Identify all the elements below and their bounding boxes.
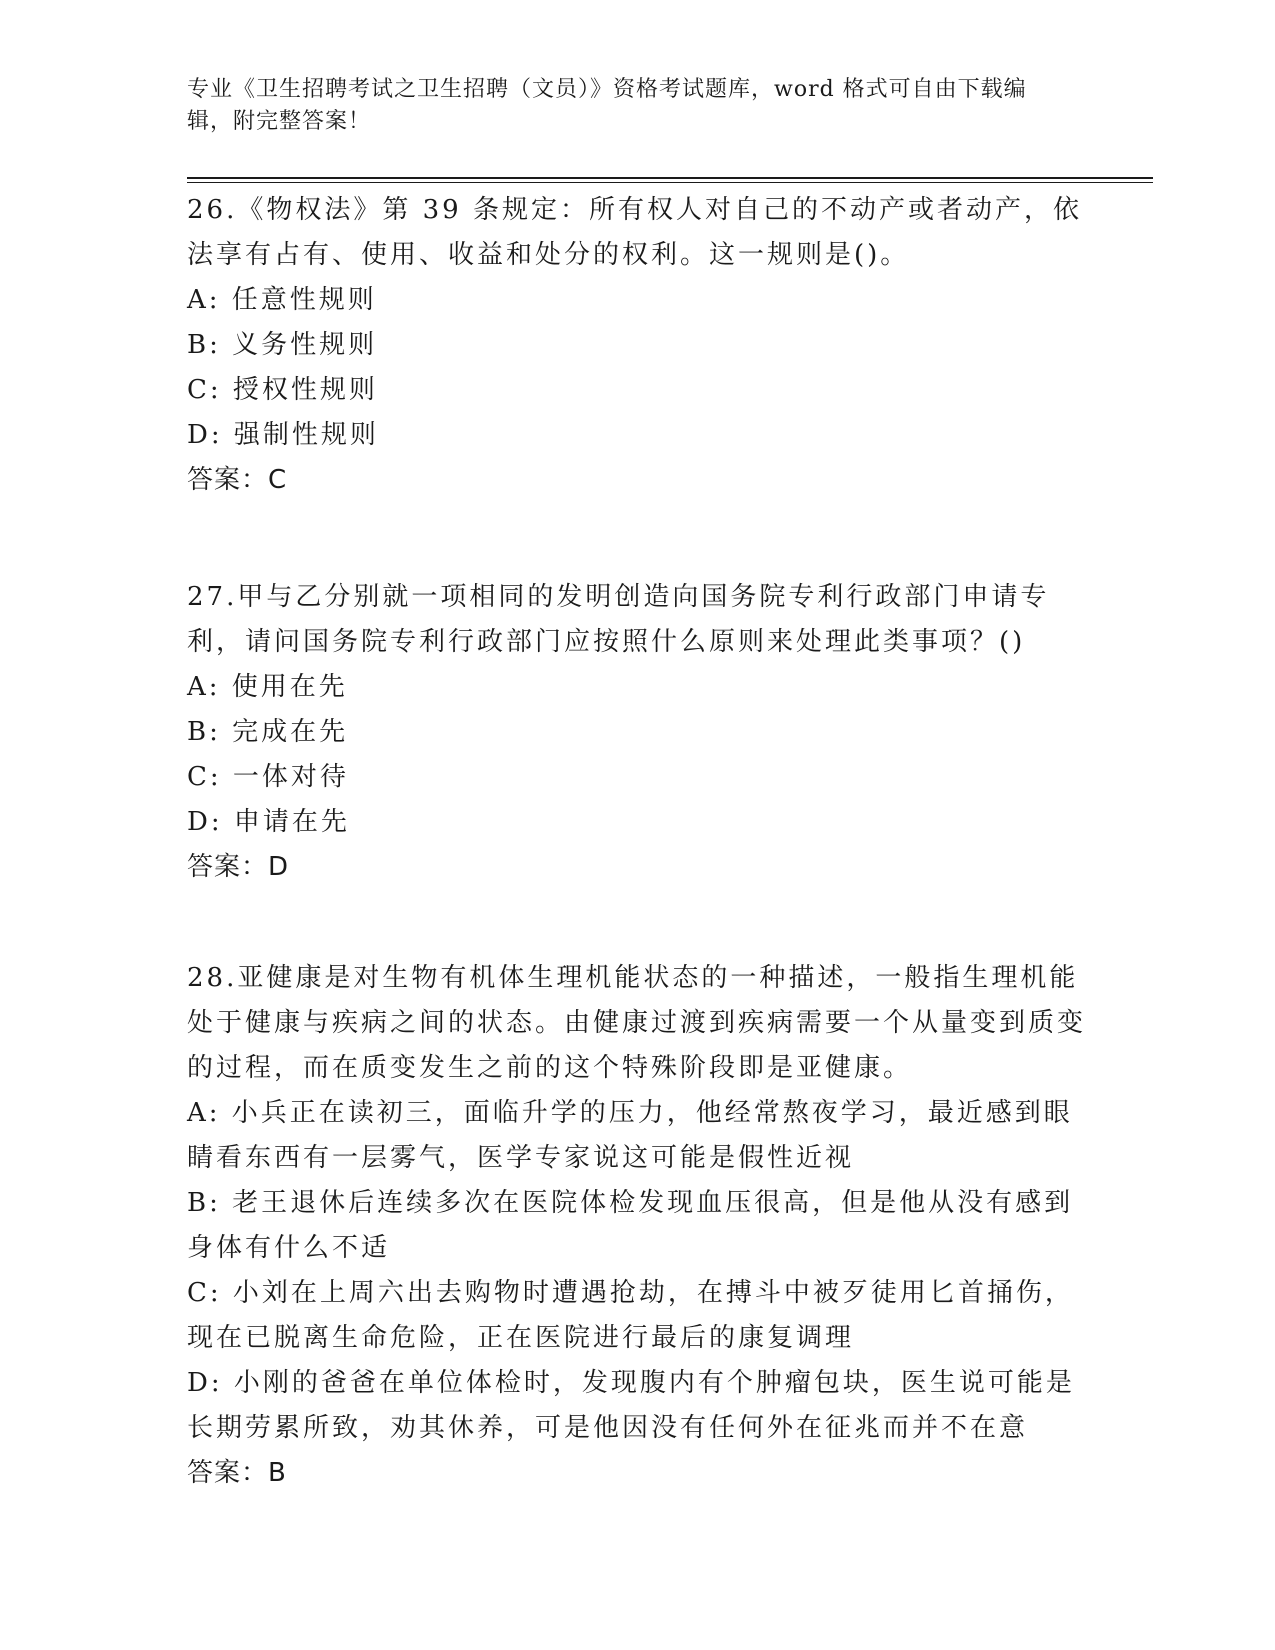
answer-line: 答案：B — [187, 1458, 287, 1488]
question-spacer — [187, 503, 1087, 575]
option-b: B: 老王退休后连续多次在医院体检发现血压很高，但是他从没有感到身体有什么不适 — [187, 1188, 1074, 1263]
answer-line: 答案：D — [187, 852, 290, 882]
option-b: B: 义务性规则 — [187, 330, 378, 360]
header-divider-thick — [187, 177, 1153, 179]
document-header: 专业《卫生招聘考试之卫生招聘（文员）》资格考试题库，word 格式可自由下载编辑，附完整答案！ — [187, 77, 1027, 134]
option-d: D: 小刚的爸爸在单位体检时，发现腹内有个肿瘤包块，医生说可能是长期劳累所致，劝其休养，可是他因没有任何外在征兆而并不在意 — [187, 1368, 1075, 1443]
question-stem: 26.《物权法》第 39 条规定：所有权人对自己的不动产或者动产，依法享有占有、使用、收益和处分的权利。这一规则是()。 — [187, 195, 1082, 270]
header-divider-thin — [187, 182, 1153, 183]
question-stem: 27.甲与乙分别就一项相同的发明创造向国务院专利行政部门申请专利，请问国务院专利行政部门应按照什么原则来处理此类事项？() — [187, 582, 1050, 657]
option-d: D: 强制性规则 — [187, 420, 379, 450]
option-a: A: 任意性规则 — [187, 285, 377, 315]
answer-line: 答案：C — [187, 465, 288, 495]
question-list — [187, 188, 1087, 1496]
question-28 — [187, 956, 1087, 1496]
option-c: C: 一体对待 — [187, 762, 349, 792]
option-d: D: 申请在先 — [187, 807, 350, 837]
question-27 — [187, 575, 1087, 890]
option-a: A: 使用在先 — [187, 672, 348, 702]
option-c: C: 小刘在上周六出去购物时遭遇抢劫，在搏斗中被歹徒用匕首捅伤，现在已脱离生命危险，正在医院进行最后的康复调理 — [187, 1278, 1074, 1353]
option-c: C: 授权性规则 — [187, 375, 378, 405]
question-stem: 28.亚健康是对生物有机体生理机能状态的一种描述，一般指生理机能处于健康与疾病之间的状态。由健康过渡到疾病需要一个从量变到质变的过程，而在质变发生之前的这个特殊阶段即是亚健康。 — [187, 963, 1087, 1083]
question-spacer — [187, 890, 1087, 956]
option-b: B: 完成在先 — [187, 717, 349, 747]
option-a: A: 小兵正在读初三，面临升学的压力，他经常熬夜学习，最近感到眼睛看东西有一层雾气，医学专家说这可能是假性近视 — [187, 1098, 1073, 1173]
question-26 — [187, 188, 1087, 503]
